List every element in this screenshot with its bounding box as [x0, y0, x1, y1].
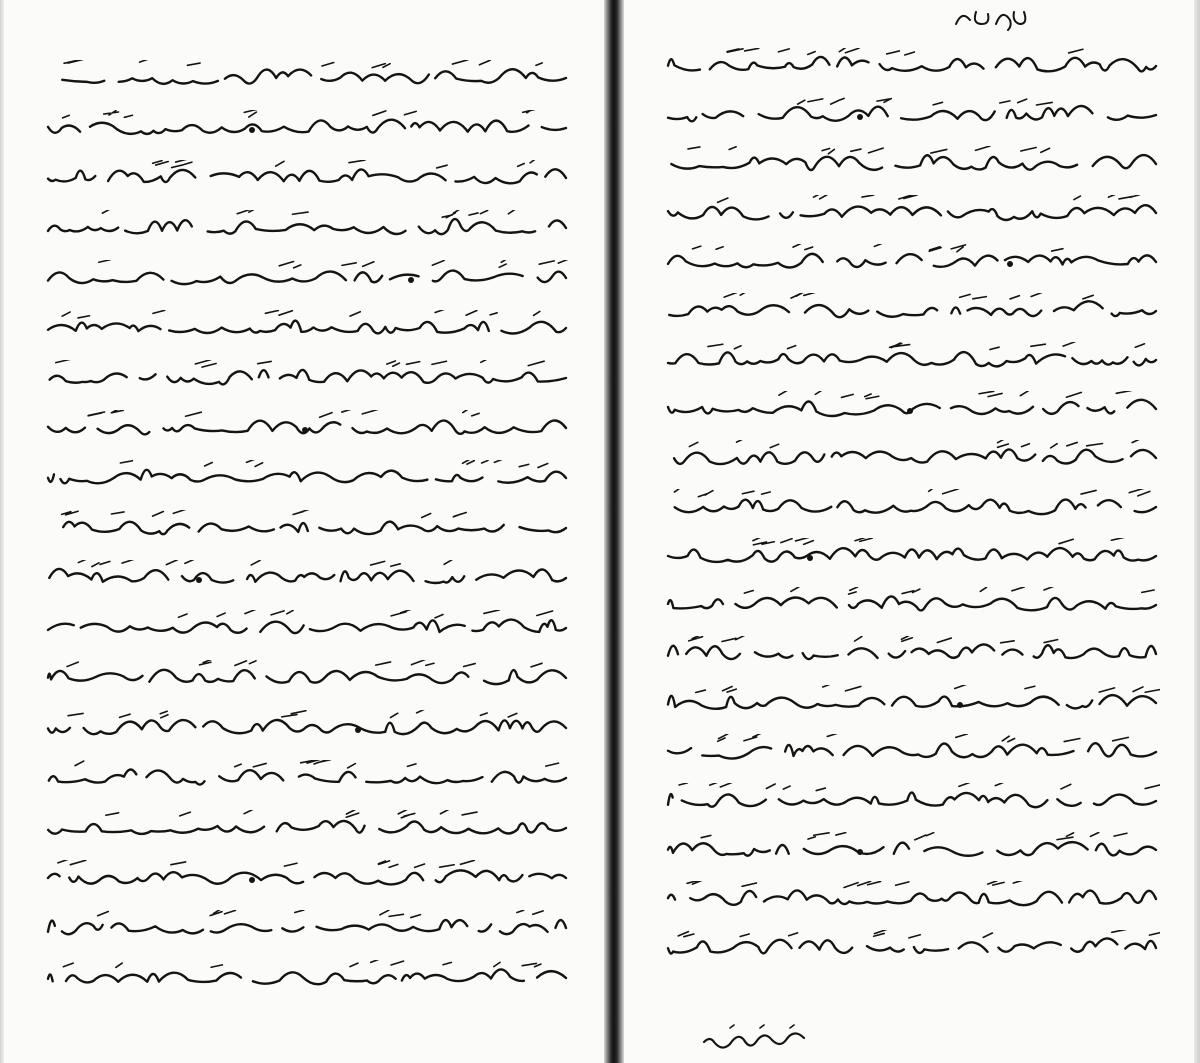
manuscript-line [660, 734, 1160, 768]
manuscript-line [660, 97, 1160, 131]
manuscript-line [660, 685, 1160, 719]
left-page-text-block [40, 60, 570, 1020]
manuscript-line [660, 832, 1160, 866]
manuscript-line [660, 587, 1160, 621]
left-page-edge [0, 0, 4, 1063]
manuscript-line [660, 440, 1160, 474]
manuscript-line [40, 660, 570, 694]
manuscript-line [40, 410, 570, 444]
manuscript-line [40, 310, 570, 344]
manuscript-line [40, 960, 570, 994]
manuscript-line [40, 710, 570, 744]
manuscript-line [40, 160, 570, 194]
manuscript-line [40, 460, 570, 494]
manuscript-line [40, 860, 570, 894]
page-number [948, 4, 1032, 34]
manuscript-line [40, 260, 570, 294]
manuscript-line [40, 510, 570, 544]
manuscript-line [40, 360, 570, 394]
manuscript-line [660, 342, 1160, 376]
manuscript-line [40, 610, 570, 644]
manuscript-line [40, 560, 570, 594]
manuscript-line [660, 244, 1160, 278]
manuscript-line [40, 910, 570, 944]
manuscript-line [660, 489, 1160, 523]
manuscript-line [40, 110, 570, 144]
manuscript-line [40, 760, 570, 794]
manuscript-line [660, 391, 1160, 425]
manuscript-line [660, 783, 1160, 817]
right-page-text-block [660, 48, 1160, 988]
manuscript-line [40, 210, 570, 244]
manuscript-line [660, 930, 1160, 964]
manuscript-line [40, 60, 570, 94]
manuscript-line [660, 636, 1160, 670]
manuscript-line [660, 881, 1160, 915]
book-gutter [604, 0, 624, 1063]
manuscript-line [660, 48, 1160, 82]
manuscript-line [40, 810, 570, 844]
manuscript-line [660, 195, 1160, 229]
manuscript-line [660, 293, 1160, 327]
manuscript-line [660, 146, 1160, 180]
right-page-edge [1194, 0, 1200, 1063]
manuscript-line [660, 538, 1160, 572]
colophon-signature [700, 1022, 810, 1052]
